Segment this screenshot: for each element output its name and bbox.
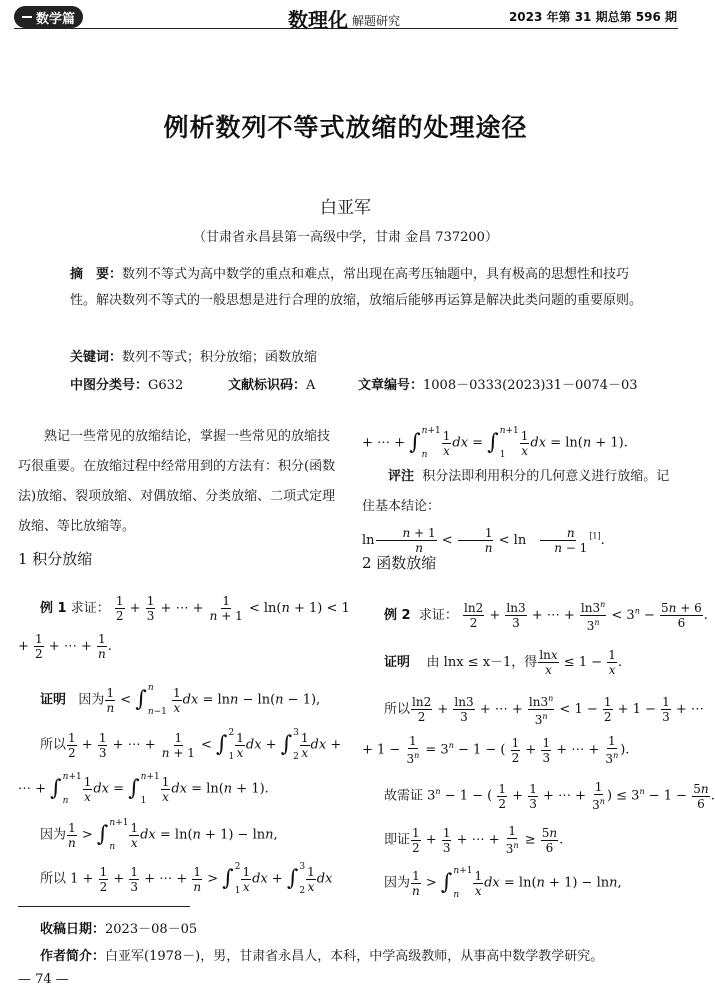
example-2: 例 2 求证： $\frac{\ln 2}{2}$ + $\frac{\ln 3}{3}$ + ⋯ + $\frac{\ln 3^n}{3^n}$ < $3^n$ − $\frac{5n + 6}{6}$ .	[384, 600, 708, 633]
proof-1-line2: 所以 $\frac{1}{2}$ + $\frac{1}{3}$ + ⋯ + $\frac{1}{n + 1}$ < ∫ 2 1 $\frac{1}{x}$ dx + ∫ 3 2 $\frac{1}{x}$ dx +	[40, 728, 342, 762]
section-badge-label: 数学篇	[36, 11, 76, 27]
doc-label: 文献标识码：	[228, 378, 307, 393]
therefore-1: 所以	[40, 737, 67, 753]
proof-1-line4: 因为 $\frac{1}{n}$ > ∫ n+1 n $\frac{1}{x}$ dx = ln(n + 1) − lnn,	[40, 818, 278, 852]
remark-label: 评注	[388, 469, 415, 484]
right-tail: + ⋯ +	[362, 435, 406, 451]
proof-2-line5: 即证 $\frac{1}{2}$ + $\frac{1}{3}$ + ⋯ + $\frac{1}{3^n}$ ≥ $\frac{5n}{6}$ .	[384, 824, 564, 856]
proof-2-line4: 故需证 $3^n - 1$ − ( $\frac{1}{2}$ + $\frac{1}{3}$ + ⋯ + $\frac{1}{3^n}$ ) ≤ $3^n - 1$ − $\frac{5n}{6}$ .	[384, 780, 715, 812]
keywords-text: 数列不等式；积分放缩；函数放缩	[122, 350, 318, 365]
citation-ref[interactable]: [1]	[589, 532, 601, 541]
example-1-cont: + $\frac{1}{2}$ + ⋯ + $\frac{1}{n}$ .	[18, 632, 112, 661]
remark-text: 积分法即利用积分的几何意义进行放缩。记住基本结论：	[362, 469, 670, 514]
because-1: 因为	[78, 692, 105, 708]
because-2: 因为	[40, 827, 67, 843]
issue-info: 2023 年第 31 期总第 596 期	[508, 10, 677, 24]
proof-2-line6: 因为 $\frac{1}{n}$ > ∫ n+1 n $\frac{1}{x}$ dx = ln(n + 1) − lnn,	[384, 866, 622, 900]
example-2-prompt: 求证：	[418, 608, 458, 623]
proof-1-line5: 所以 1 + $\frac{1}{2}$ + $\frac{1}{3}$ + ⋯ + $\frac{1}{n}$ > ∫ 2 1 $\frac{1}{x}$ dx + ∫ 3 2 $\frac{1}{x}$ dx	[40, 862, 333, 896]
received-date	[40, 918, 197, 937]
art-value: 1008－0333(2023)31－0074－03	[423, 378, 638, 393]
proof-2-label: 证明	[384, 655, 411, 670]
because-3: 因为	[384, 875, 411, 891]
clc-label: 中图分类号：	[70, 378, 149, 393]
section-badge	[14, 6, 83, 28]
doc-value: A	[306, 378, 316, 393]
page-number: — 74 —	[18, 972, 69, 987]
journal-subtitle: 解题研究	[352, 14, 401, 28]
article-title: 例析数列不等式放缩的处理途径	[163, 113, 528, 142]
section-1-heading: 1 积分放缩	[18, 550, 93, 568]
clc-number	[70, 374, 183, 393]
example-1	[40, 594, 350, 623]
example-1-formula: $\frac{1}{2}$ + $\frac{1}{3}$ + ⋯ + $\frac{1}{n + 1}$ < ln(n + 1) < 1	[115, 594, 350, 623]
abstract-text: 数列不等式为高中数学的重点和难点，常出现在高考压轴题中，具有极高的思想性和技巧性。解决数列不等式的一般思想是进行合理的放缩，放缩后能够再运算是解决此类问题的重要原则。	[70, 267, 643, 308]
need-to-prove: 故需证	[384, 788, 424, 804]
dash-icon	[22, 16, 32, 18]
therefore-2: 所以 1 +	[40, 871, 94, 887]
example-2-label: 例 2	[384, 608, 411, 623]
section-2-heading: 2 函数放缩	[362, 554, 437, 572]
proof-1-line1: 证明 因为 $\frac{1}{n}$ < ∫ n n−1 $\frac{1}{x}$ dx = lnn − ln(n − 1),	[40, 683, 321, 717]
art-label: 文章编号：	[358, 378, 424, 393]
abstract	[70, 262, 650, 314]
example-1-prompt: 求证：	[70, 601, 110, 616]
author-affiliation: （甘肃省永昌县第一高级中学，甘肃 金昌 737200）	[193, 230, 498, 245]
right-line1: + ⋯ + ∫ n+1 n $\frac{1}{x}$ dx = ∫ n+1 1 $\frac{1}{x}$ dx = ln(n + 1).	[362, 426, 628, 460]
proof-1-line3: ⋯ + ∫ n+1 n $\frac{1}{x}$ dx = ∫ n+1 1 $\frac{1}{x}$ dx = ln(n + 1).	[18, 772, 269, 806]
bio-label: 作者简介：	[40, 949, 106, 964]
author-name: 白亚军	[320, 198, 371, 218]
abstract-label: 摘 要：	[70, 267, 123, 282]
received-label: 收稿日期：	[40, 922, 106, 937]
example-1-label: 例 1	[40, 601, 67, 616]
proof-1-label: 证明	[40, 692, 67, 708]
proof-2-line3: + 1 − $\frac{1}{3^n}$ = $3^n - 1$ − ( $\frac{1}{2}$ + $\frac{1}{3}$ + ⋯ + $\frac{1}{3^n}$ ).	[362, 734, 630, 766]
therefore-3: 所以	[384, 702, 411, 717]
proof-2-text: 由 lnx ≤ x－1，得	[426, 655, 538, 670]
keywords	[70, 346, 317, 365]
author-bio	[40, 945, 603, 964]
doc-code	[228, 374, 315, 393]
bio-text: 白亚军(1978－)，男，甘肃省永昌人，本科，中学高级教师，从事高中数学教学研究。	[105, 949, 604, 964]
intro-paragraph: 熟记一些常见的放缩结论，掌握一些常见的放缩技巧很重要。在放缩过程中经常用到的方法有：积分(函数法)放缩、裂项放缩、对偶放缩、分类放缩、二项式定理放缩、等比放缩等。	[18, 429, 336, 534]
proof-2-line1: 证明 由 lnx ≤ x－1，得 $\frac{\ln x}{x}$ ≤ 1 − $\frac{1}{x}$ .	[384, 648, 623, 677]
proof-2-line2: 所以 $\frac{\ln 2}{2}$ + $\frac{\ln 3}{3}$ + ⋯ + $\frac{\ln 3^n}{3^n}$ < 1 − $\frac{1}{2}$ + 1 − $\frac{1}{3}$ + ⋯	[384, 694, 704, 727]
that-is-prove: 即证	[384, 832, 411, 848]
header-rule	[14, 28, 678, 29]
journal-name: 数理化	[288, 8, 348, 32]
remark: 评注 积分法即利用积分的几何意义进行放缩。记住基本结论：ln $\frac{n + 1}{n}$ < $\frac{1}{n}$ < ln $\frac{n}{n - 1}$ [1].	[362, 469, 670, 556]
clc-value: G632	[148, 378, 184, 393]
footnote-rule	[18, 906, 190, 907]
article-number	[358, 374, 638, 393]
received-value: 2023－08－05	[105, 922, 198, 937]
keywords-label: 关键词：	[70, 350, 123, 365]
